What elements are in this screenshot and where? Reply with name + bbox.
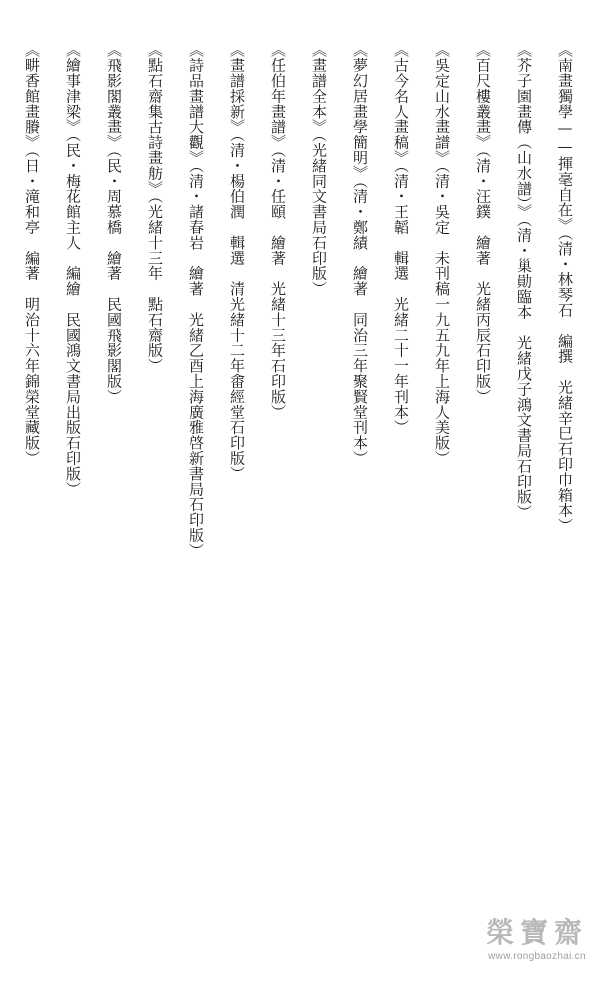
bibliography-entry: 《古今名人畫稿》（清・王韜 輯選 光緒二十一年刊本） — [392, 42, 410, 435]
bibliography-entry: 《繪事津梁》（民・梅花館主人 編繪 民國鴻文書局出版石印版） — [64, 42, 82, 497]
watermark — [482, 916, 592, 976]
watermark-logo: 榮寶齋 — [485, 916, 588, 949]
bibliography-entry: 《百尺樓叢畫》（清・汪鏷 繪著 光緒丙辰石印版） — [474, 42, 492, 405]
bibliography-list — [15, 42, 582, 922]
bibliography-entry: 《芥子園畫傳（山水譜）》（清・巢勛臨本 光緒戊子鴻文書局石印版） — [515, 42, 533, 520]
bibliography-entry: 《詩品畫譜大觀》（清・諸春岩 繪著 光緒乙酉上海廣雅啓新書局石印版） — [187, 42, 205, 559]
bibliography-entry: 《點石齋集古詩畫舫》（光緒十三年 點石齋版） — [146, 42, 164, 374]
bibliography-entry: 《夢幻居畫學簡明》（清・鄭績 繪著 同治三年聚賢堂刊本） — [351, 42, 369, 466]
bibliography-entry: 《畊香館畫賸》（日・滝和亭 編著 明治十六年錦榮堂藏版） — [23, 42, 41, 466]
bibliography-entry: 《畫譜採新》（清・楊伯潤 輯選 清光緒十二年畬經堂石印版） — [228, 42, 246, 482]
watermark-url: www.rongbaozhai.cn — [488, 951, 586, 962]
bibliography-entry: 《任伯年畫譜》（清・任頤 繪著 光緒十三年石印版） — [269, 42, 287, 420]
bibliography-entry: 《畫譜全本》（光緒同文書局石印版） — [310, 42, 328, 297]
bibliography-entry: 《飛影閣叢畫》（民・周慕橋 繪著 民國飛影閣版） — [105, 42, 123, 405]
bibliography-entry: 《吳定山水畫譜》（清・吳定 未刊稿一九五九年上海人美版） — [433, 42, 451, 466]
bibliography-entry: 《南畫獨學——揮毫自在》（清・林琴石 編撰 光緒辛巳石印巾箱本） — [556, 42, 574, 534]
